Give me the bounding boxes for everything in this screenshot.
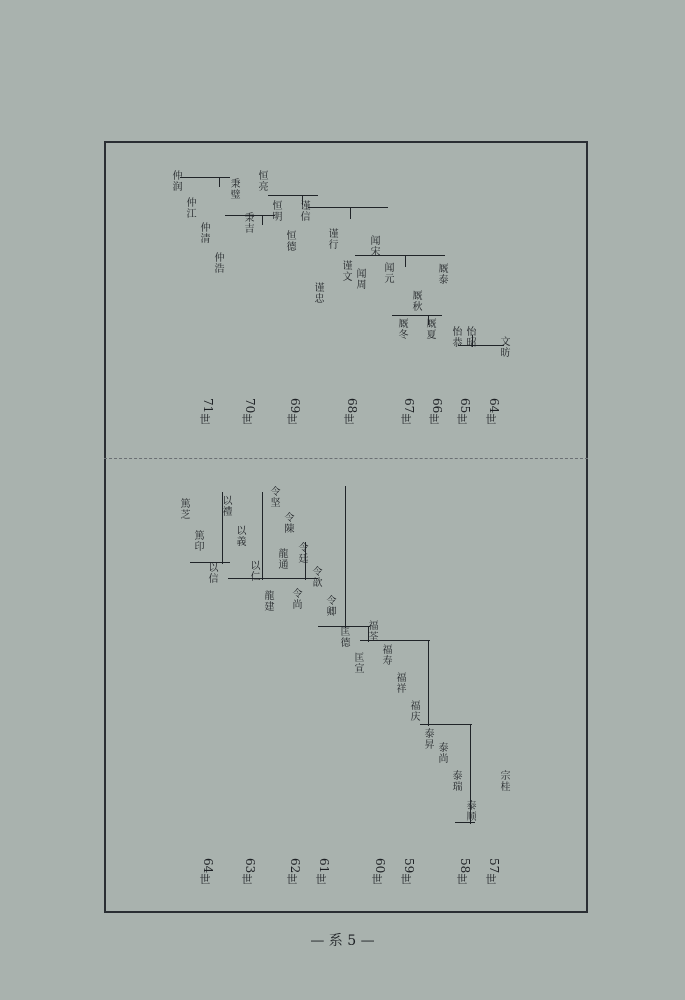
gen-label: 64世 bbox=[198, 858, 215, 885]
person-name: 怡昭 bbox=[464, 326, 475, 348]
tree-line bbox=[219, 177, 220, 187]
person-name: 以義 bbox=[234, 525, 245, 547]
gen-label: 65世 bbox=[455, 398, 472, 425]
gen-label: 59世 bbox=[399, 858, 416, 885]
person-name: 谨忠 bbox=[312, 282, 323, 304]
person-name: 福庆 bbox=[408, 700, 419, 722]
person-name: 仲清 bbox=[198, 222, 209, 244]
person-name: 泰尚 bbox=[436, 742, 447, 764]
person-name: 以仁 bbox=[248, 560, 259, 582]
person-name: 令歆 bbox=[310, 566, 321, 588]
gen-label: 68世 bbox=[342, 398, 359, 425]
person-name: 匡宣 bbox=[352, 652, 363, 674]
person-name: 龍通 bbox=[276, 548, 287, 570]
person-name: 恒德 bbox=[284, 230, 295, 252]
tree-line bbox=[262, 215, 263, 225]
person-name: 谨行 bbox=[326, 228, 337, 250]
person-name: 闻宋 bbox=[368, 235, 379, 257]
tree-line bbox=[428, 640, 429, 726]
person-name: 闻元 bbox=[382, 262, 393, 284]
person-name: 怡恭 bbox=[450, 326, 461, 348]
person-name: 厩泰 bbox=[436, 263, 447, 285]
gen-label: 64世 bbox=[484, 398, 501, 425]
person-name: 仲润 bbox=[170, 170, 181, 192]
gen-label: 61世 bbox=[314, 858, 331, 885]
person-name: 厩夏 bbox=[424, 318, 435, 340]
person-name: 福寿 bbox=[380, 644, 391, 666]
person-name: 泰瑞 bbox=[450, 770, 461, 792]
person-name: 秉吉 bbox=[242, 212, 253, 234]
page-number: — 系 5 — bbox=[310, 933, 375, 949]
person-name: 福荃 bbox=[366, 620, 377, 642]
gen-label: 67世 bbox=[399, 398, 416, 425]
person-name: 谨文 bbox=[340, 260, 351, 282]
tree-line bbox=[308, 207, 388, 208]
person-name: 令廷 bbox=[296, 542, 307, 564]
tree-line bbox=[405, 255, 406, 267]
person-name: 以信 bbox=[206, 562, 217, 584]
person-name: 福祥 bbox=[394, 672, 405, 694]
person-name: 篤芝 bbox=[178, 498, 189, 520]
tree-line bbox=[455, 822, 475, 823]
person-name: 令卿 bbox=[324, 595, 335, 617]
tree-line bbox=[392, 315, 442, 316]
person-name: 匡德 bbox=[338, 626, 349, 648]
gen-label: 60世 bbox=[370, 858, 387, 885]
person-name: 恒亮 bbox=[256, 170, 267, 192]
person-name: 厩冬 bbox=[396, 318, 407, 340]
person-name: 恒明 bbox=[270, 200, 281, 222]
person-name: 泰顺 bbox=[464, 800, 475, 822]
gen-label: 62世 bbox=[285, 858, 302, 885]
gen-label: 70世 bbox=[240, 398, 257, 425]
person-name: 泰昇 bbox=[422, 728, 433, 750]
person-name: 文昉 bbox=[498, 336, 509, 358]
person-name: 篤印 bbox=[192, 530, 203, 552]
chart-frame bbox=[104, 141, 588, 913]
person-name: 仲浩 bbox=[212, 252, 223, 274]
gen-label: 69世 bbox=[285, 398, 302, 425]
person-name: 厩秋 bbox=[410, 290, 421, 312]
person-name: 以禮 bbox=[220, 495, 231, 517]
tree-line bbox=[262, 492, 263, 580]
gen-label: 58世 bbox=[455, 858, 472, 885]
person-name: 令坚 bbox=[268, 486, 279, 508]
person-name: 谨信 bbox=[298, 200, 309, 222]
person-name: 宗桂 bbox=[498, 770, 509, 792]
person-name: 龍建 bbox=[262, 590, 273, 612]
person-name: 秉璧 bbox=[228, 178, 239, 200]
tree-line bbox=[268, 195, 318, 196]
gen-label: 71世 bbox=[198, 398, 215, 425]
gen-label: 66世 bbox=[427, 398, 444, 425]
gen-label: 57世 bbox=[484, 858, 501, 885]
fold-divider bbox=[104, 458, 588, 459]
tree-line bbox=[180, 177, 230, 178]
person-name: 令陳 bbox=[282, 512, 293, 534]
tree-line bbox=[350, 207, 351, 219]
person-name: 令尚 bbox=[290, 588, 301, 610]
tree-line bbox=[345, 486, 346, 628]
person-name: 闻周 bbox=[354, 268, 365, 290]
person-name: 仲江 bbox=[184, 197, 195, 219]
gen-label: 63世 bbox=[240, 858, 257, 885]
